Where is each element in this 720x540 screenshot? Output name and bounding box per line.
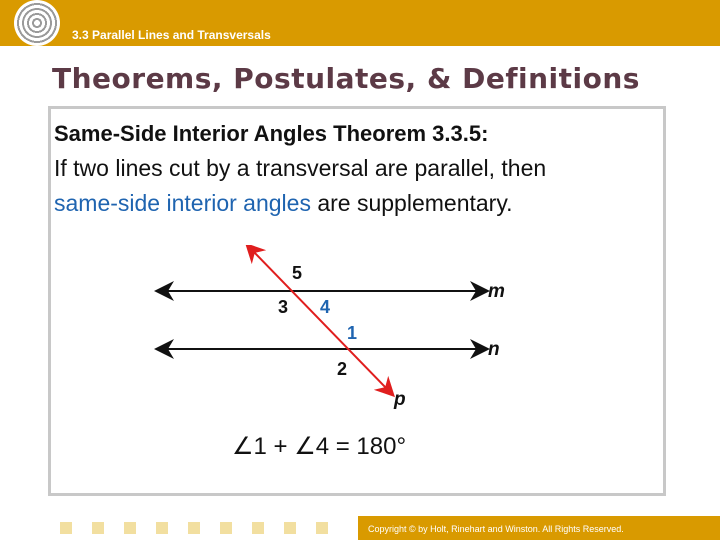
slide-title: Theorems, Postulates, & Definitions — [52, 62, 640, 95]
footer-square — [188, 522, 200, 534]
lesson-label: 3.3 Parallel Lines and Transversals — [72, 28, 271, 42]
copyright-text: Copyright © by Holt, Rinehart and Winston. All Rights Reserved. — [368, 524, 624, 534]
theorem-text-line2 — [54, 190, 513, 217]
line-label-n: n — [488, 339, 500, 360]
line-label-m: m — [488, 281, 505, 302]
footer-decoration — [60, 522, 328, 534]
theorem-text-line1: If two lines cut by a transversal are parallel, then — [54, 155, 547, 181]
footer-square — [284, 522, 296, 534]
footer-square — [316, 522, 328, 534]
footer-square — [124, 522, 136, 534]
transversal-p — [252, 250, 388, 390]
footer-square — [220, 522, 232, 534]
angle-label-2: 2 — [337, 359, 348, 379]
theorem-text-rest: are supplementary. — [310, 190, 513, 216]
footer-square — [252, 522, 264, 534]
angle-sum-formula: ∠1 + ∠4 = 180° — [232, 433, 407, 460]
highlighted-term: same-side interior angles — [54, 190, 311, 216]
theorem-title: Same-Side Interior Angles Theorem 3.3.5: — [54, 121, 489, 146]
spiral-logo-icon — [14, 0, 60, 46]
footer-square — [60, 522, 72, 534]
footer-square — [92, 522, 104, 534]
angle-label-1: 1 — [347, 323, 358, 343]
angle-label-3: 3 — [278, 297, 289, 317]
angle-label-4: 4 — [320, 297, 331, 317]
line-label-p: p — [394, 389, 406, 410]
angle-label-5: 5 — [292, 263, 303, 283]
footer-square — [156, 522, 168, 534]
parallel-lines-diagram — [150, 245, 520, 415]
